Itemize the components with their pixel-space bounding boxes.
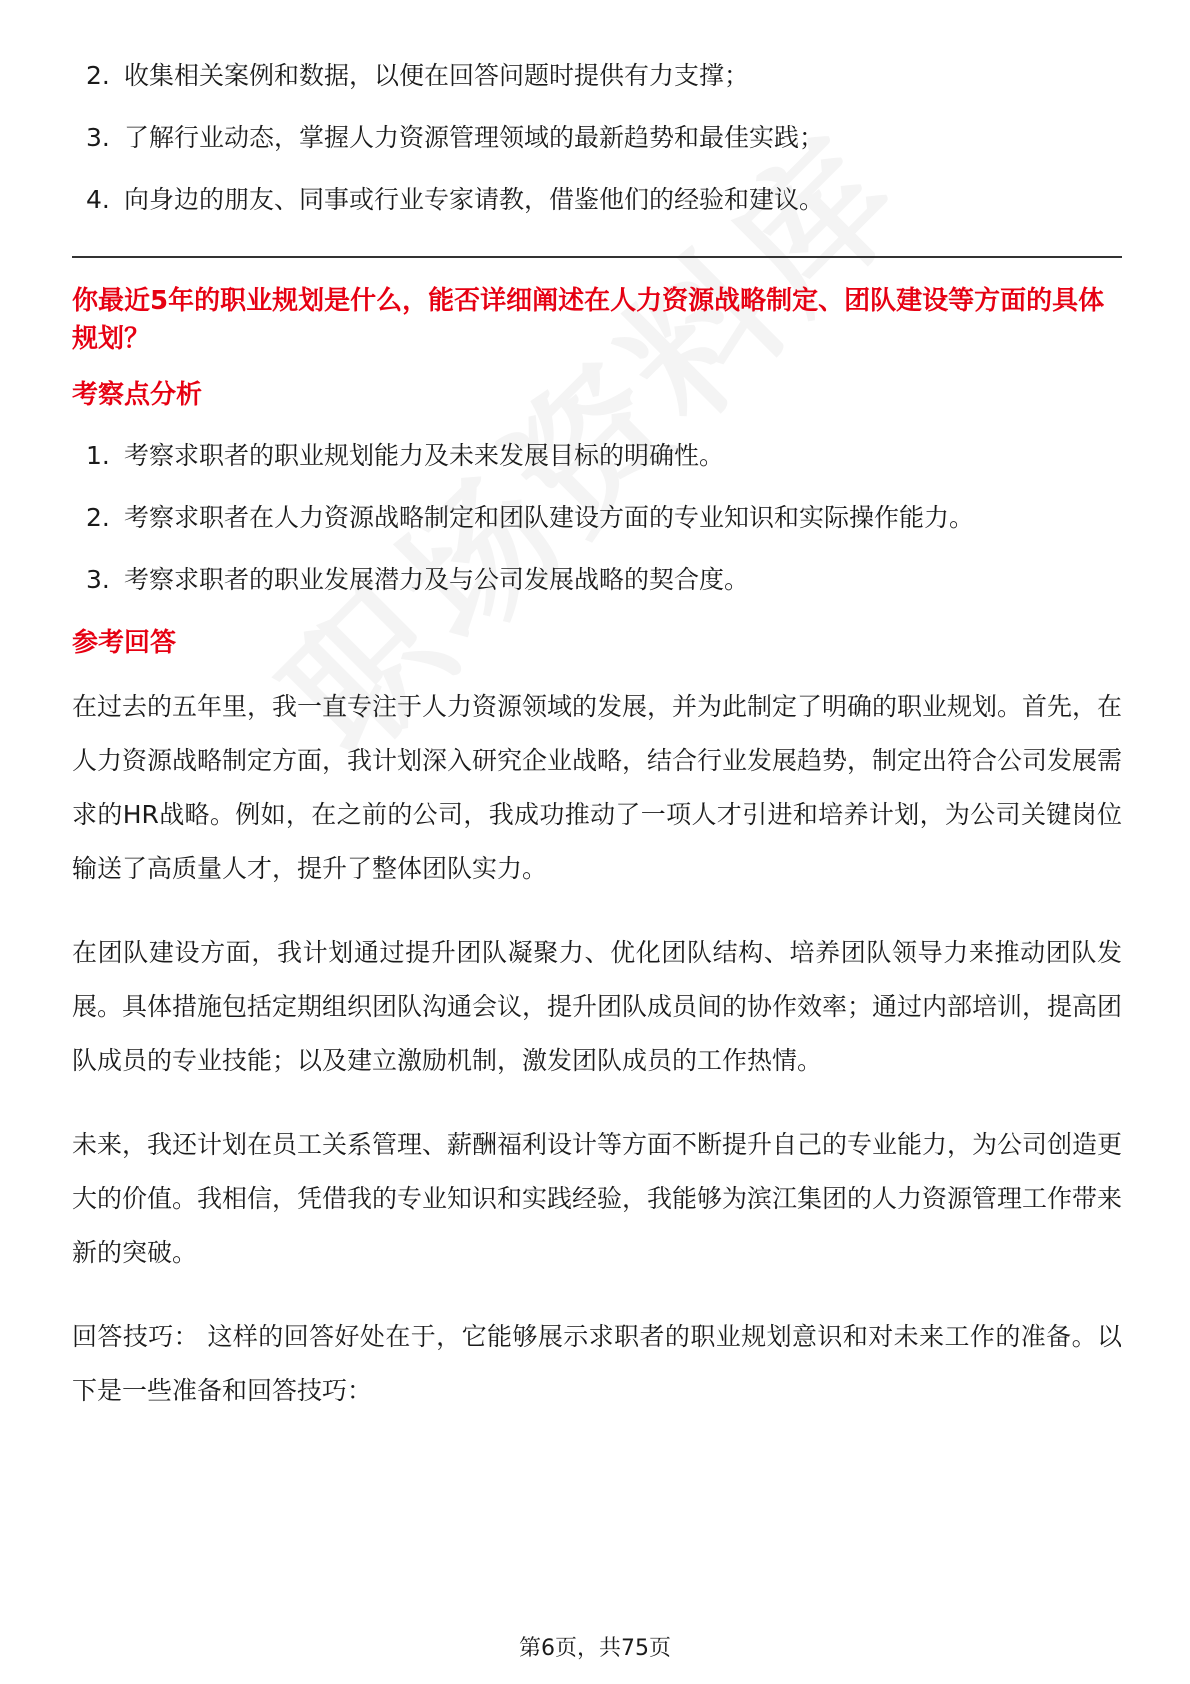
list-item	[72, 500, 1122, 536]
list-item	[72, 438, 1122, 474]
list-text: 向身边的朋友、同事或行业专家请教，借鉴他们的经验和建议。	[124, 185, 825, 214]
list-number: 4.	[86, 185, 110, 214]
list-number: 1.	[86, 441, 110, 470]
list-item	[72, 562, 1122, 598]
list-text: 考察求职者的职业发展潜力及与公司发展战略的契合度。	[124, 565, 750, 594]
list-item	[72, 58, 1122, 94]
list-number: 3.	[86, 565, 110, 594]
list-number: 2.	[86, 503, 110, 532]
list-text: 考察求职者的职业规划能力及未来发展目标的明确性。	[124, 441, 725, 470]
list-number: 2.	[86, 61, 110, 90]
list-text: 了解行业动态，掌握人力资源管理领域的最新趋势和最佳实践；	[124, 123, 825, 152]
answer-heading: 参考回答	[72, 628, 177, 658]
list-item	[72, 182, 1122, 218]
analysis-heading: 考察点分析	[72, 380, 203, 410]
answer-tips-paragraph: 回答技巧： 这样的回答好处在于，它能够展示求职者的职业规划意识和对未来工作的准备。以下是一些准备和回答技巧：	[72, 1322, 1122, 1405]
answer-paragraph: 未来，我还计划在员工关系管理、薪酬福利设计等方面不断提升自己的专业能力，为公司创造更大的价值。我相信，凭借我的专业知识和实践经验，我能够为滨江集团的人力资源管理工作带来新的突破。	[72, 1130, 1123, 1267]
page-number: 第6页，共75页	[519, 1636, 671, 1661]
prep-list	[72, 58, 1122, 218]
interview-question: 你最近5年的职业规划是什么，能否详细阐述在人力资源战略制定、团队建设等方面的具体规划？	[72, 286, 1105, 354]
answer-paragraph: 在团队建设方面，我计划通过提升团队凝聚力、优化团队结构、培养团队领导力来推动团队发展。具体措施包括定期组织团队沟通会议，提升团队成员间的协作效率；通过内部培训，提高团队成员的专业技能；以及建立激励机制，激发团队成员的工作热情。	[72, 938, 1123, 1075]
list-text: 收集相关案例和数据，以便在回答问题时提供有力支撑；	[124, 61, 750, 90]
page-content	[72, 58, 1122, 1418]
answer-paragraph: 在过去的五年里，我一直专注于人力资源领域的发展，并为此制定了明确的职业规划。首先，在人力资源战略制定方面，我计划深入研究企业战略，结合行业发展趋势，制定出符合公司发展需求的HR战略。例如，在之前的公司，我成功推动了一项人才引进和培养计划，为公司关键岗位输送了高质量人才，提升了整体团队实力。	[72, 692, 1123, 883]
list-item	[72, 120, 1122, 156]
list-text: 考察求职者在人力资源战略制定和团队建设方面的专业知识和实际操作能力。	[124, 503, 975, 532]
analysis-list	[72, 438, 1122, 598]
list-number: 3.	[86, 123, 110, 152]
section-divider	[72, 256, 1122, 258]
